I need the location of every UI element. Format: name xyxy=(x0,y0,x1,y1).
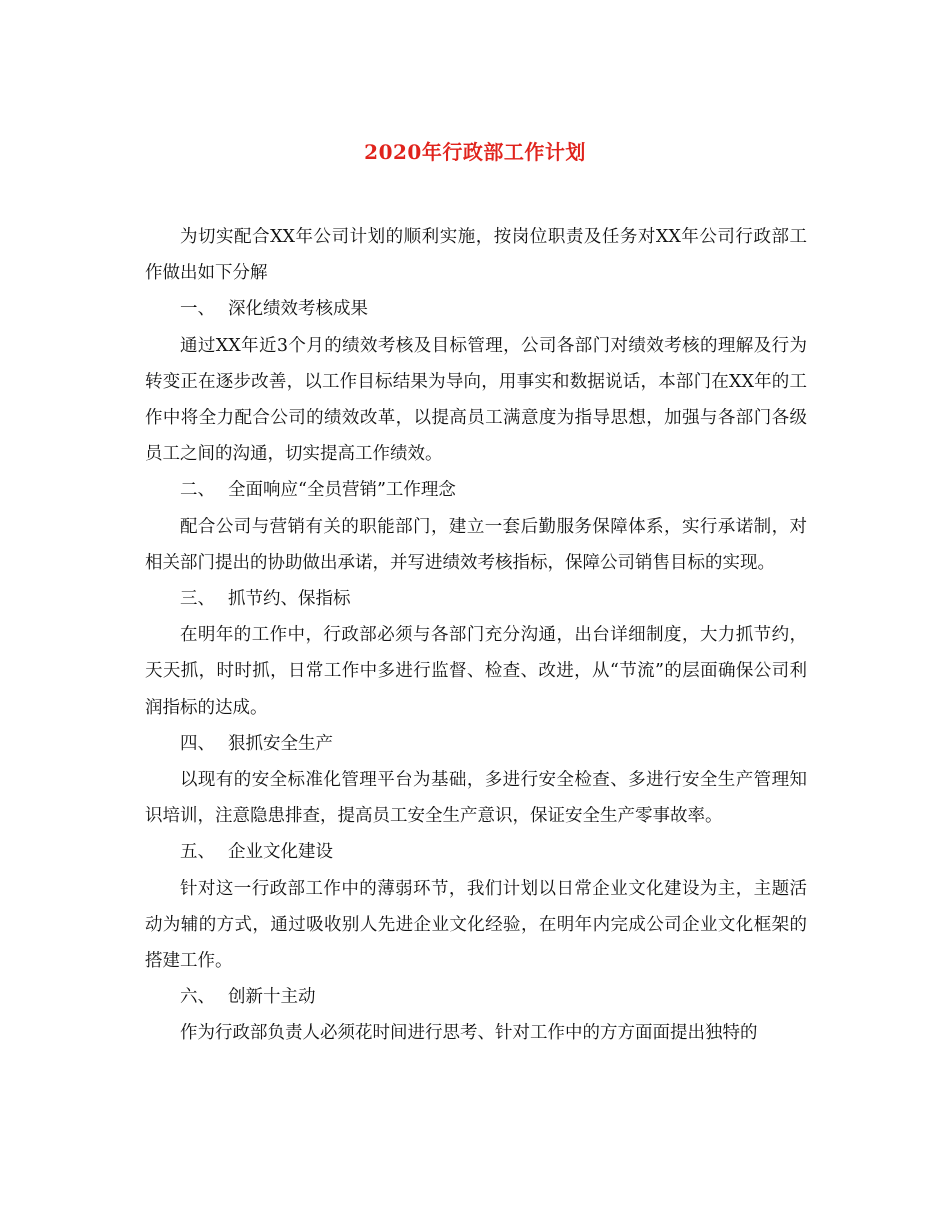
section-heading xyxy=(145,581,807,617)
section-heading xyxy=(145,472,807,508)
section-number: 三、 xyxy=(180,589,215,610)
document-title: 2020年行政部工作计划 xyxy=(364,140,586,164)
section-title: 企业文化建设 xyxy=(228,842,333,863)
section-paragraph: 配合公司与营销有关的职能部门，建立一套后勤服务保障体系，实行承诺制，对相关部门提出的协助做出承诺，并写进绩效考核指标，保障公司销售目标的实现。 xyxy=(145,516,807,573)
section-paragraph: 针对这一行政部工作中的薄弱环节，我们计划以日常企业文化建设为主，主题活动为辅的方式，通过吸收别人先进企业文化经验，在明年内完成公司企业文化框架的搭建工作。 xyxy=(145,878,807,972)
section-heading xyxy=(145,979,807,1015)
section-paragraph: 以现有的安全标准化管理平台为基础，多进行安全检查、多进行安全生产管理知识培训，注意隐患排查，提高员工安全生产意识，保证安全生产零事故率。 xyxy=(145,770,807,827)
section-heading xyxy=(145,726,807,762)
section-title: 创新十主动 xyxy=(228,987,316,1008)
intro-paragraph: 为切实配合XX年公司计划的顺利实施，按岗位职责及任务对XX年公司行政部工作做出如下分解 xyxy=(145,227,807,284)
section-paragraph: 通过XX年近3个月的绩效考核及目标管理，公司各部门对绩效考核的理解及行为转变正在逐步改善，以工作目标结果为导向，用事实和数据说话，本部门在XX年的工作中将全力配合公司的绩效改革，以提高员工满意度为指导思想，加强与各部门各级员工之间的沟通，切实提高工作绩效。 xyxy=(145,335,807,465)
section-heading xyxy=(145,834,807,870)
document-body xyxy=(145,219,807,1052)
section-title: 抓节约、保指标 xyxy=(228,589,351,610)
section-title: 狠抓安全生产 xyxy=(228,733,333,754)
section-number: 二、 xyxy=(180,480,215,501)
section-number: 五、 xyxy=(180,842,215,863)
section-number: 六、 xyxy=(180,987,215,1008)
section-title: 深化绩效考核成果 xyxy=(228,299,368,320)
section-paragraph: 在明年的工作中，行政部必须与各部门充分沟通，出台详细制度，大力抓节约，天天抓，时时抓，日常工作中多进行监督、检查、改进，从“节流”的层面确保公司利润指标的达成。 xyxy=(145,625,807,718)
section-heading xyxy=(145,291,807,327)
section-title: 全面响应“全员营销”工作理念 xyxy=(228,480,456,501)
section-number: 一、 xyxy=(180,299,215,320)
section-number: 四、 xyxy=(180,733,215,754)
section-paragraph: 作为行政部负责人必须花时间进行思考、针对工作中的方方面面提出独特的 xyxy=(180,1023,758,1044)
